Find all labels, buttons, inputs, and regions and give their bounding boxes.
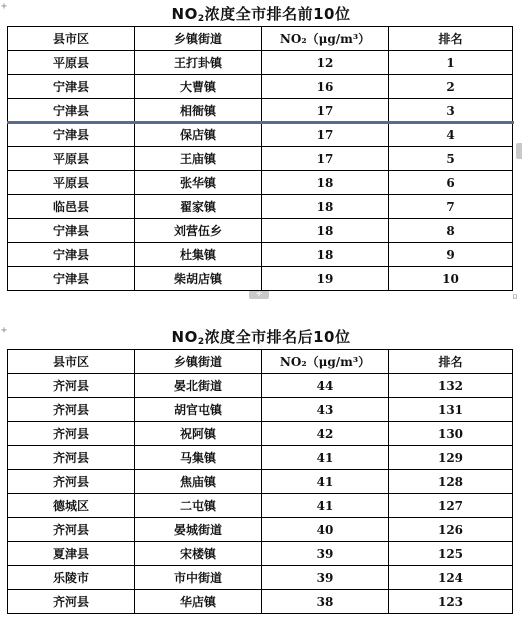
cell-no2: 12	[262, 51, 389, 75]
cell-county: 宁津县	[8, 267, 135, 291]
cell-town: 胡官屯镇	[135, 398, 262, 422]
table-row	[8, 75, 513, 99]
cell-town: 杜集镇	[135, 243, 262, 267]
cell-town: 翟家镇	[135, 195, 262, 219]
header-county: 县市区	[8, 350, 135, 374]
table-row	[8, 518, 513, 542]
cell-county: 齐河县	[8, 590, 135, 614]
cell-county: 宁津县	[8, 75, 135, 99]
title-subscript: 2	[197, 14, 205, 24]
cell-town: 保店镇	[135, 123, 262, 147]
title-subscript: 2	[197, 337, 205, 347]
cell-county: 临邑县	[8, 195, 135, 219]
cell-town: 焦庙镇	[135, 470, 262, 494]
cell-no2: 18	[262, 171, 389, 195]
table-row	[8, 590, 513, 614]
table-row	[8, 147, 513, 171]
cell-town: 市中街道	[135, 566, 262, 590]
cell-no2: 42	[262, 422, 389, 446]
cell-no2: 39	[262, 542, 389, 566]
resize-corner-icon[interactable]: ▫	[512, 291, 519, 302]
cell-no2: 40	[262, 518, 389, 542]
cell-county: 乐陵市	[8, 566, 135, 590]
title-text: 浓度全市排名前10位	[204, 5, 351, 23]
cell-town: 华店镇	[135, 590, 262, 614]
header-town: 乡镇街道	[135, 350, 262, 374]
cell-rank: 5	[389, 147, 513, 171]
cell-town: 相衙镇	[135, 99, 262, 123]
cell-rank: 9	[389, 243, 513, 267]
cell-town: 大曹镇	[135, 75, 262, 99]
cell-town: 柴胡店镇	[135, 267, 262, 291]
cell-rank: 4	[389, 123, 513, 147]
table-row	[8, 542, 513, 566]
cell-rank: 8	[389, 219, 513, 243]
cell-no2: 17	[262, 147, 389, 171]
table-row	[8, 446, 513, 470]
cell-rank: 7	[389, 195, 513, 219]
side-scroll-tab[interactable]	[516, 143, 522, 159]
cell-no2: 41	[262, 446, 389, 470]
cell-town: 王打卦镇	[135, 51, 262, 75]
cell-no2: 17	[262, 123, 389, 147]
cell-county: 宁津县	[8, 243, 135, 267]
table-row	[8, 267, 513, 291]
cell-county: 齐河县	[8, 518, 135, 542]
cell-no2: 41	[262, 470, 389, 494]
cell-county: 齐河县	[8, 398, 135, 422]
cell-rank: 6	[389, 171, 513, 195]
cell-county: 宁津县	[8, 123, 135, 147]
cell-county: 齐河县	[8, 470, 135, 494]
ranking-table-top10	[7, 26, 513, 291]
cell-town: 宋楼镇	[135, 542, 262, 566]
cell-county: 齐河县	[8, 374, 135, 398]
cell-no2: 41	[262, 494, 389, 518]
table-row	[8, 51, 513, 75]
cell-rank: 124	[389, 566, 513, 590]
cell-no2: 39	[262, 566, 389, 590]
cell-county: 宁津县	[8, 99, 135, 123]
cell-county: 宁津县	[8, 219, 135, 243]
table-row	[8, 566, 513, 590]
cell-no2: 19	[262, 267, 389, 291]
cell-rank: 125	[389, 542, 513, 566]
header-county: 县市区	[8, 27, 135, 51]
header-rank: 排名	[389, 27, 513, 51]
cell-no2: 18	[262, 243, 389, 267]
cell-rank: 132	[389, 374, 513, 398]
cell-no2: 44	[262, 374, 389, 398]
cell-town: 马集镇	[135, 446, 262, 470]
cell-county: 德城区	[8, 494, 135, 518]
cell-county: 齐河县	[8, 422, 135, 446]
table-row	[8, 195, 513, 219]
table-row	[8, 398, 513, 422]
cell-no2: 17	[262, 99, 389, 123]
table-row	[8, 422, 513, 446]
cell-no2: 38	[262, 590, 389, 614]
table-row	[8, 494, 513, 518]
ranking-table-bottom10	[7, 349, 513, 614]
cell-town: 晏城街道	[135, 518, 262, 542]
cell-rank: 1	[389, 51, 513, 75]
table-row	[8, 374, 513, 398]
cell-town: 祝阿镇	[135, 422, 262, 446]
cell-rank: 131	[389, 398, 513, 422]
cell-town: 张华镇	[135, 171, 262, 195]
cell-rank: 128	[389, 470, 513, 494]
header-town: 乡镇街道	[135, 27, 262, 51]
cell-no2: 16	[262, 75, 389, 99]
cell-county: 平原县	[8, 51, 135, 75]
cell-rank: 130	[389, 422, 513, 446]
cell-rank: 3	[389, 99, 513, 123]
cell-no2: 43	[262, 398, 389, 422]
table-row	[8, 219, 513, 243]
title-text: 浓度全市排名后10位	[204, 328, 351, 346]
table-row	[8, 243, 513, 267]
cell-no2: 18	[262, 195, 389, 219]
selection-divider	[7, 121, 514, 124]
add-row-plus-icon[interactable]: +	[249, 290, 269, 299]
table-move-handle-icon[interactable]: +	[1, 1, 8, 12]
cell-rank: 129	[389, 446, 513, 470]
header-rank: 排名	[389, 350, 513, 374]
cell-rank: 126	[389, 518, 513, 542]
table-move-handle-icon[interactable]: +	[1, 325, 8, 336]
header-no2: NO₂（μg/m³）	[262, 27, 389, 51]
cell-town: 王庙镇	[135, 147, 262, 171]
cell-no2: 18	[262, 219, 389, 243]
cell-rank: 2	[389, 75, 513, 99]
cell-town: 刘营伍乡	[135, 219, 262, 243]
table-row	[8, 171, 513, 195]
cell-town: 二屯镇	[135, 494, 262, 518]
cell-county: 平原县	[8, 147, 135, 171]
cell-county: 夏津县	[8, 542, 135, 566]
cell-county: 平原县	[8, 171, 135, 195]
table-row	[8, 470, 513, 494]
title-text: NO	[171, 5, 198, 23]
title-text: NO	[171, 328, 198, 346]
cell-rank: 123	[389, 590, 513, 614]
table-row	[8, 123, 513, 147]
cell-rank: 127	[389, 494, 513, 518]
header-no2: NO₂（μg/m³）	[262, 350, 389, 374]
header-row	[8, 27, 513, 51]
header-row	[8, 350, 513, 374]
cell-town: 晏北街道	[135, 374, 262, 398]
cell-rank: 10	[389, 267, 513, 291]
table-row	[8, 99, 513, 123]
cell-county: 齐河县	[8, 446, 135, 470]
